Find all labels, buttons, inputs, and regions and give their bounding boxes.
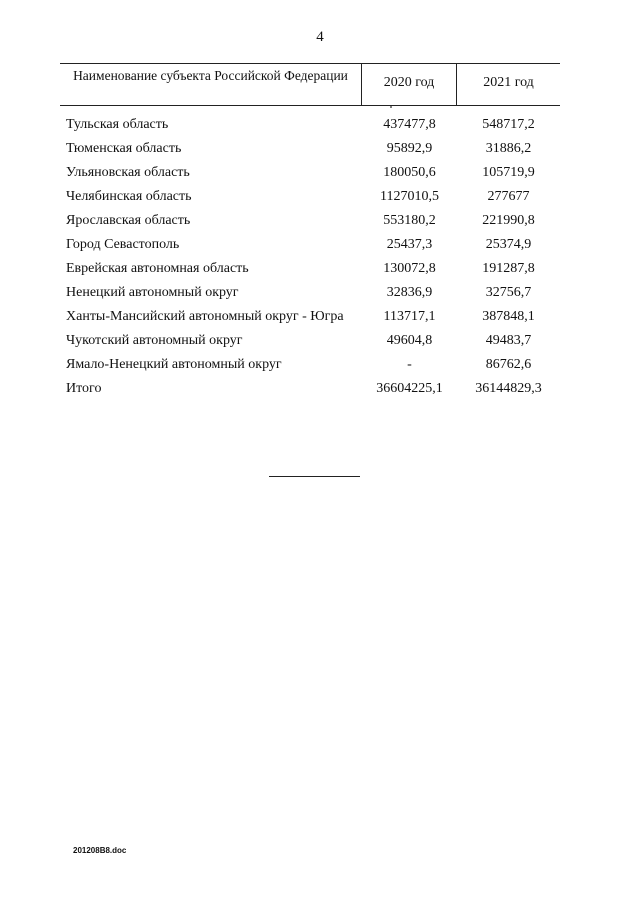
region-name-cell: Ненецкий автономный округ — [66, 285, 239, 300]
table-row — [66, 236, 566, 253]
value-2021-cell: 32756,7 — [485, 285, 532, 300]
value-2021-cell: 86762,6 — [485, 357, 532, 372]
table-header — [60, 63, 560, 106]
value-2021-cell: 49483,7 — [485, 333, 532, 348]
value-2020-cell: 32836,9 — [386, 285, 433, 300]
page-number: 4 — [316, 29, 324, 45]
value-2021-cell: 25374,9 — [485, 237, 532, 252]
table-row — [66, 356, 566, 373]
value-2020-cell: 95892,9 — [386, 141, 433, 156]
header-year-2021: 2021 год — [483, 75, 534, 90]
file-name-footer: 201208B8.doc — [73, 846, 127, 855]
table-row — [66, 308, 566, 325]
value-2020-cell: 49604,8 — [386, 333, 433, 348]
value-2020-cell: 1127010,5 — [380, 189, 439, 204]
scan-dot — [390, 106, 392, 108]
region-name-cell: Ямало-Ненецкий автономный округ — [66, 357, 282, 372]
value-2021-cell: 105719,9 — [482, 165, 535, 180]
value-2020-cell: 130072,8 — [383, 261, 436, 276]
region-name-cell: Ярославская область — [66, 213, 191, 228]
table-row — [66, 140, 566, 157]
table-row — [66, 212, 566, 229]
value-2020-cell: 25437,3 — [386, 237, 433, 252]
value-2020-cell: - — [407, 357, 412, 372]
value-2020-cell: 36604225,1 — [376, 381, 443, 396]
table-body — [66, 116, 566, 404]
header-subject-name: Наименование субъекта Российской Федерации — [60, 64, 362, 105]
value-2020-cell: 113717,1 — [383, 309, 436, 324]
region-name-cell: Тюменская область — [66, 141, 182, 156]
closing-rule — [269, 476, 360, 477]
region-name-cell: Город Севастополь — [66, 237, 180, 252]
value-2020-cell: 553180,2 — [383, 213, 436, 228]
table-row — [66, 284, 566, 301]
value-2021-cell: 548717,2 — [482, 117, 535, 132]
table-row — [66, 116, 566, 133]
table-row — [66, 164, 566, 181]
region-name-cell: Итого — [66, 381, 102, 396]
value-2021-cell: 191287,8 — [482, 261, 535, 276]
table-row — [66, 332, 566, 349]
region-name-cell: Еврейская автономная область — [66, 261, 249, 276]
region-name-cell: Чукотский автономный округ — [66, 333, 243, 348]
table-row — [66, 380, 566, 397]
header-year-2020: 2020 год — [362, 64, 457, 105]
value-2021-cell: 387848,1 — [482, 309, 535, 324]
table-row — [66, 188, 566, 205]
value-2021-cell: 36144829,3 — [475, 381, 542, 396]
value-2021-cell: 221990,8 — [482, 213, 535, 228]
value-2021-cell: 277677 — [487, 189, 530, 204]
value-2020-cell: 180050,6 — [383, 165, 436, 180]
table-row — [66, 260, 566, 277]
region-name-cell: Ульяновская область — [66, 165, 190, 180]
region-name-cell: Ханты-Мансийский автономный округ - Югра — [66, 309, 344, 324]
value-2021-cell: 31886,2 — [485, 141, 532, 156]
region-name-cell: Челябинская область — [66, 189, 192, 204]
region-name-cell: Тульская область — [66, 117, 169, 132]
value-2020-cell: 437477,8 — [383, 117, 436, 132]
